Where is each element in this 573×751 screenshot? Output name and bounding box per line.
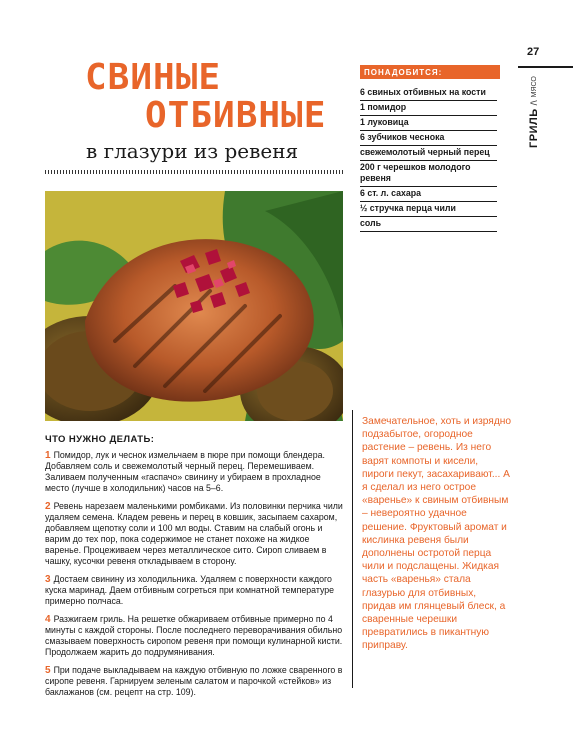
step-text: Ревень нарезаем маленькими ромбиками. Из половинки перчика чили удаляем семена. Кладем ревень и перец в ковшик, засыпаем сахаром, добавляем щепотку соли и 100 мл воды. Ставим на слабый огонь и варим до тех пор, пока содержимое не станет похоже на жидкое варенье. Процеживаем через металлическое сито. Сироп сливаем в чашку, кусочки ревеня откладываем в сторону. <box>45 501 343 566</box>
vertical-rule <box>352 410 353 688</box>
step <box>45 614 343 658</box>
ingredient-item: свежемолотый черный перец <box>360 146 497 161</box>
steps-list <box>45 450 343 705</box>
step-text: Разжигаем гриль. На решетке обжариваем отбивные примерно по 4 минуты с каждой стороны. После последнего переворачивания обильно смазываем поверхность сиропом ревеня при помощи кулинарной кисти. Продолжаем жарить до подрумянивания. <box>45 614 343 657</box>
sidebar-quote: Замечательное, хоть и изрядно подзабытое, огородное растение – ревень. Из него варят компоты и кисели, пироги пекут, засахаривают... А я сделал из него острое «варенье» к свиным отбивным – невероятно удачное решение. Фруктовый аромат и кислинка ревеня были дополнены остротой перца чили и подслащены. Жидкая часть «варенья» стала глазурью для отбивных, придав им глянцевый блеск, а сваренные черешки превратились в пикантную приправу. <box>362 416 512 652</box>
step <box>45 450 343 494</box>
ingredient-item: соль <box>360 217 497 232</box>
ingredients-header <box>360 65 500 79</box>
ingredients-list <box>360 86 497 232</box>
steps-heading: ЧТО НУЖНО ДЕЛАТЬ: <box>45 434 155 445</box>
step <box>45 665 343 698</box>
ingredient-item: 6 свиных отбивных на кости <box>360 86 497 101</box>
step-number: 4 <box>45 614 51 625</box>
section-main: ГРИЛЬ <box>528 108 540 148</box>
step-text: При подаче выкладываем на каждую отбивную по ложке сваренного в сиропе ревеня. Гарнируем зеленым салатом и парочкой «стейков» из баклажанов (см. рецепт на стр. 109). <box>45 665 343 697</box>
subtitle: в глазури из ревеня <box>86 139 299 163</box>
step <box>45 574 343 607</box>
step-number: 5 <box>45 665 51 676</box>
dotted-rule <box>45 170 343 174</box>
step <box>45 501 343 567</box>
step-number: 2 <box>45 501 51 512</box>
ingredient-item: 200 г черешков молодого ревеня <box>360 161 497 187</box>
ingredient-item: 6 зубчиков чеснока <box>360 131 497 146</box>
section-separator: /\ <box>529 100 539 106</box>
page-number: 27 <box>527 46 540 58</box>
step-text: Достаем свинину из холодильника. Удаляем с поверхности каждого куска маринад. Даем отбивным согреться при комнатной температуре примерно полчаса. <box>45 574 335 606</box>
title-line-2: ОТБИВНЫЕ <box>145 95 327 136</box>
section-tab <box>528 78 546 148</box>
step-number: 1 <box>45 450 51 461</box>
dish-photo <box>45 191 343 421</box>
step-text: Помидор, лук и чеснок измельчаем в пюре при помощи блендера. Добавляем соль и свежемолотый черный перец. Перемешиваем. Заливаем полученным «гаспачо» свинину и убираем в прохладное место (лучше в холодильник) часов на 5–6. <box>45 450 325 493</box>
ingredient-item: 6 ст. л. сахара <box>360 187 497 202</box>
section-sub: МЯСО <box>530 76 538 98</box>
top-rule <box>518 66 573 68</box>
ingredient-item: ½ стручка перца чили <box>360 202 497 217</box>
ingredients-heading: ПОНАДОБИТСЯ: <box>364 67 443 77</box>
step-number: 3 <box>45 574 51 585</box>
ingredient-item: 1 луковица <box>360 116 497 131</box>
title-line-1: СВИНЫЕ <box>85 57 222 98</box>
ingredient-item: 1 помидор <box>360 101 497 116</box>
